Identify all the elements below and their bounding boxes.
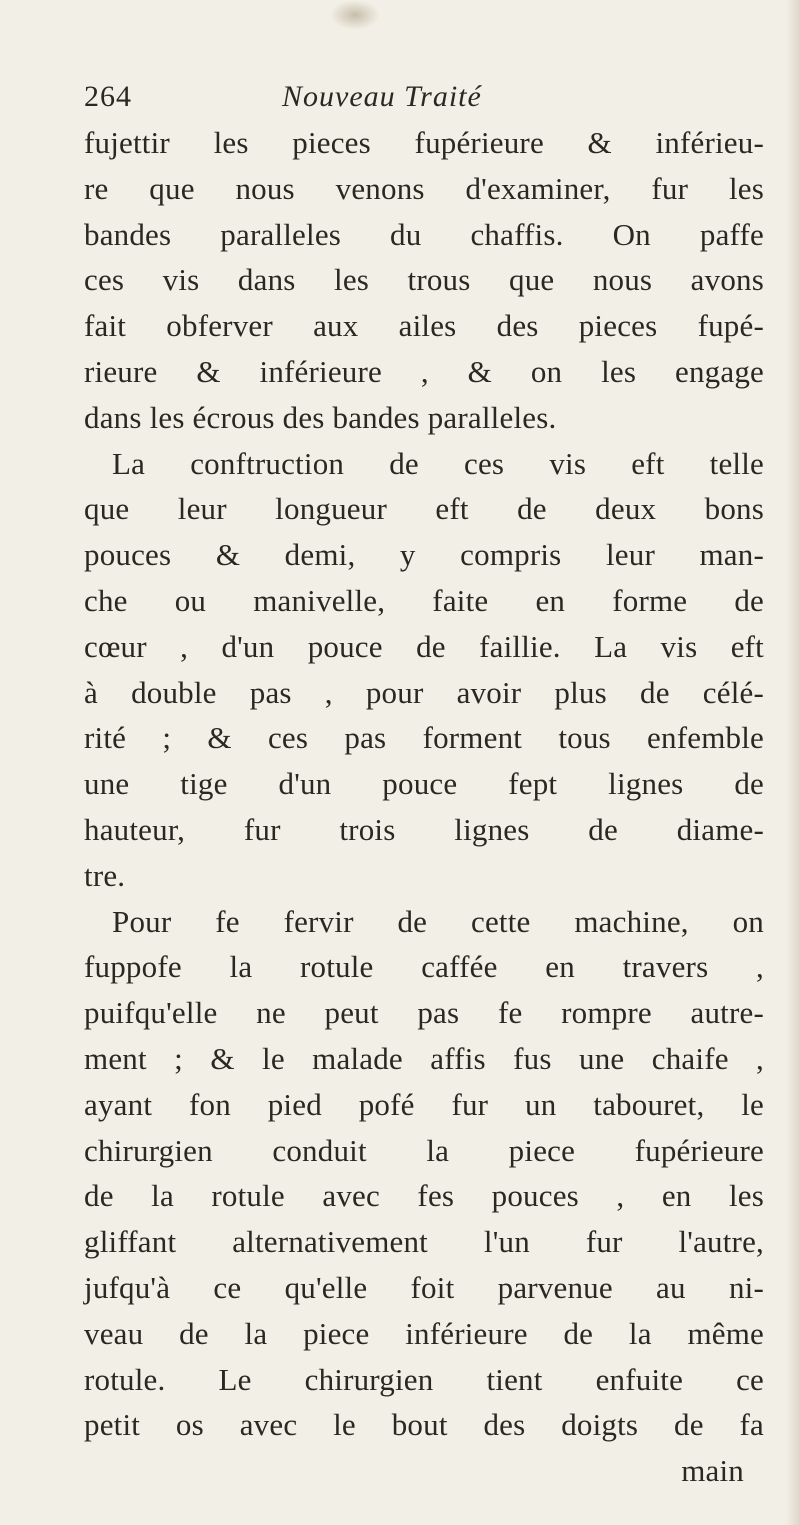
text-line: puifqu'elle ne peut pas fe rompre autre- (84, 995, 764, 1031)
text-line: rité ; & ces pas forment tous enfemble (84, 720, 764, 756)
text-line: une tige d'un pouce fept lignes de (84, 766, 764, 802)
text-line: hauteur, fur trois lignes de diame- (84, 811, 764, 847)
text-line: ces vis dans les trous que nous avons (84, 262, 764, 298)
text-line: que leur longueur eft de deux bons (84, 491, 764, 527)
text-line: fujettir les pieces fupérieure & inférieu- (84, 125, 764, 160)
catchword: main (681, 1453, 744, 1489)
text-line: che ou manivelle, faite en forme de (84, 582, 764, 618)
text-line: gliffant alternativement l'un fur l'autre, (84, 1224, 764, 1260)
text-line: fuppofe la rotule caffée en travers , (84, 949, 764, 985)
text-line: tre. (84, 857, 126, 893)
running-title: Nouveau Traité (282, 80, 482, 113)
text-line: veau de la piece inférieure de la même (84, 1315, 764, 1351)
text-line: chirurgien conduit la piece fupérieure (84, 1132, 764, 1168)
text-line: re que nous venons d'examiner, fur les (84, 170, 764, 206)
body-text (84, 120, 764, 1494)
text-line: pouces & demi, y compris leur man- (84, 537, 764, 573)
text-line: rotule. Le chirurgien tient enfuite ce (84, 1361, 764, 1397)
text-line: petit os avec le bout des doigts de fa (84, 1407, 764, 1443)
text-line: à double pas , pour avoir plus de célé- (84, 674, 764, 710)
ink-smudge (330, 0, 380, 30)
text-line: Pour fe fervir de cette machine, on (112, 903, 764, 939)
text-line: fait obferver aux ailes des pieces fupé- (84, 308, 764, 344)
text-line: ayant fon pied pofé fur un tabouret, le (84, 1086, 764, 1122)
text-line: dans les écrous des bandes paralleles. (84, 399, 557, 435)
text-line: La conftruction de ces vis eft telle (112, 445, 764, 481)
page-header (84, 74, 764, 124)
text-line: ment ; & le malade affis fus une chaife , (84, 1040, 764, 1076)
text-line: cœur , d'un pouce de faillie. La vis eft (84, 628, 764, 664)
page-number: 264 (84, 80, 132, 113)
text-line: bandes paralleles du chaffis. On paffe (84, 216, 764, 252)
text-line: de la rotule avec fes pouces , en les (84, 1178, 764, 1214)
text-line: rieure & inférieure , & on les engage (84, 353, 764, 389)
text-line: jufqu'à ce qu'elle foit parvenue au ni- (84, 1269, 764, 1305)
page-edge-shadow (786, 0, 800, 1525)
